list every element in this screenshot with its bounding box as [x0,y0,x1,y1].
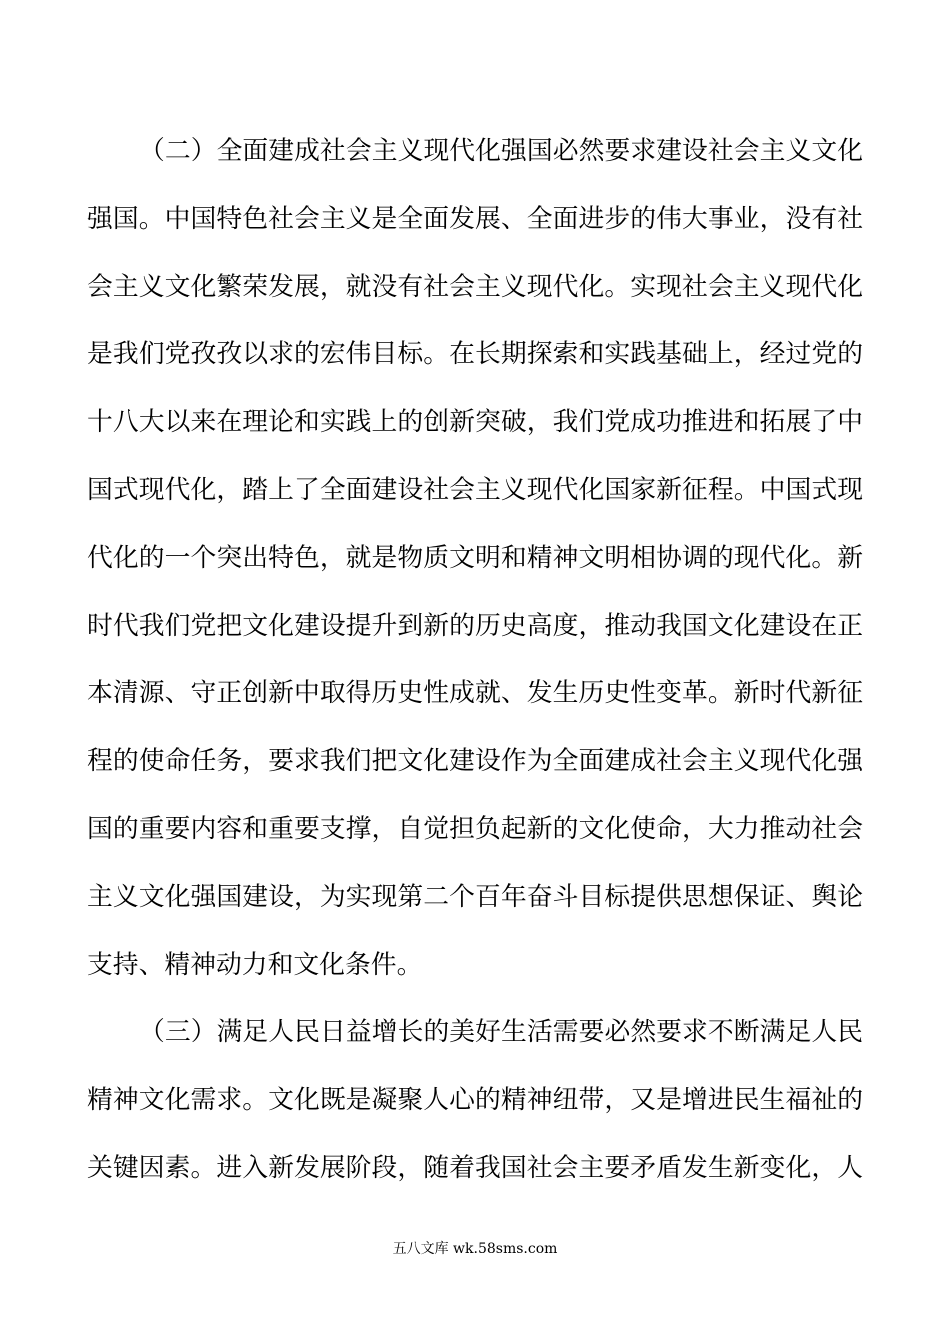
paragraph-line: 关键因素。进入新发展阶段，随着我国社会主要矛盾发生新变化，人 [87,1152,863,1183]
paragraph-line: 代化的一个突出特色，就是物质文明和精神文明相协调的现代化。新 [87,542,863,573]
paragraph-line: 精神文化需求。文化既是凝聚人心的精神纽带，又是增进民生福祉的 [87,1085,863,1116]
document-body [87,118,863,1203]
paragraph-line: 是我们党孜孜以求的宏伟目标。在长期探索和实践基础上，经过党的 [87,339,863,370]
paragraph-line: 支持、精神动力和文化条件。 [87,949,423,980]
footer-watermark: 五八文库 wk.58sms.com [392,1241,558,1257]
paragraph-line: 程的使命任务，要求我们把文化建设作为全面建成社会主义现代化强 [87,746,863,777]
paragraph-line: 国的重要内容和重要支撑，自觉担负起新的文化使命，大力推动社会 [87,813,863,844]
paragraph-line: 时代我们党把文化建设提升到新的历史高度，推动我国文化建设在正 [87,610,863,641]
paragraph-line: （三）满足人民日益增长的美好生活需要必然要求不断满足人民 [139,1017,863,1048]
paragraph-line: 十八大以来在理论和实践上的创新突破，我们党成功推进和拓展了中 [87,407,863,438]
paragraph-2 [87,118,863,999]
paragraph-line: 主义文化强国建设，为实现第二个百年奋斗目标提供思想保证、舆论 [87,881,863,912]
paragraph-line: （二）全面建成社会主义现代化强国必然要求建设社会主义文化 [139,136,863,166]
paragraph-line: 本清源、守正创新中取得历史性成就、发生历史性变革。新时代新征 [87,678,863,709]
paragraph-line: 强国。中国特色社会主义是全面发展、全面进步的伟大事业，没有社 [87,203,863,234]
paragraph-3 [87,999,863,1202]
paragraph-line: 国式现代化，踏上了全面建设社会主义现代化国家新征程。中国式现 [87,474,863,505]
paragraph-line: 会主义文化繁荣发展，就没有社会主义现代化。实现社会主义现代化 [87,271,863,302]
